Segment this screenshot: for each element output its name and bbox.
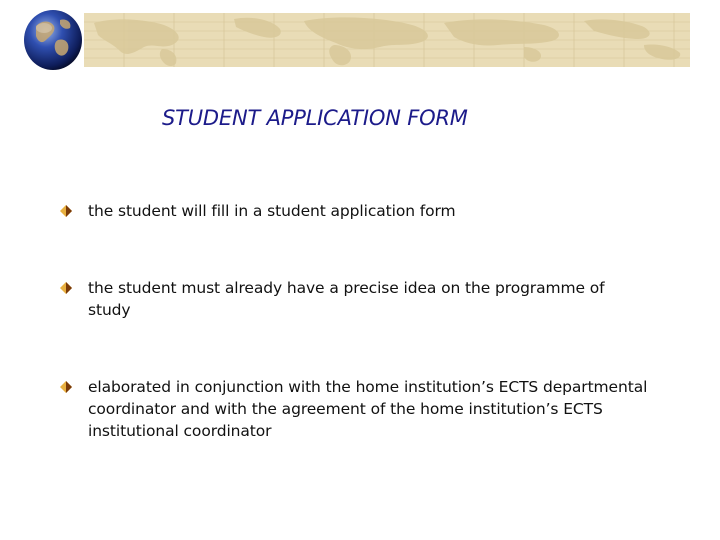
bullet-text: the student will fill in a student application form xyxy=(88,202,456,220)
diamond-bullet-icon xyxy=(60,381,72,393)
diamond-bullet-icon xyxy=(60,282,72,294)
world-map-icon xyxy=(84,13,690,67)
diamond-bullet-icon xyxy=(60,205,72,217)
bullet-text: elaborated in conjunction with the home institution’s ECTS departmental coordinator and with the agreement of the home institution’s ECTS institutional coordinator xyxy=(88,378,648,440)
globe-icon xyxy=(22,6,84,72)
slide-title: STUDENT APPLICATION FORM xyxy=(162,106,468,130)
bullet-text: the student must already have a precise idea on the programme of study xyxy=(88,279,605,319)
